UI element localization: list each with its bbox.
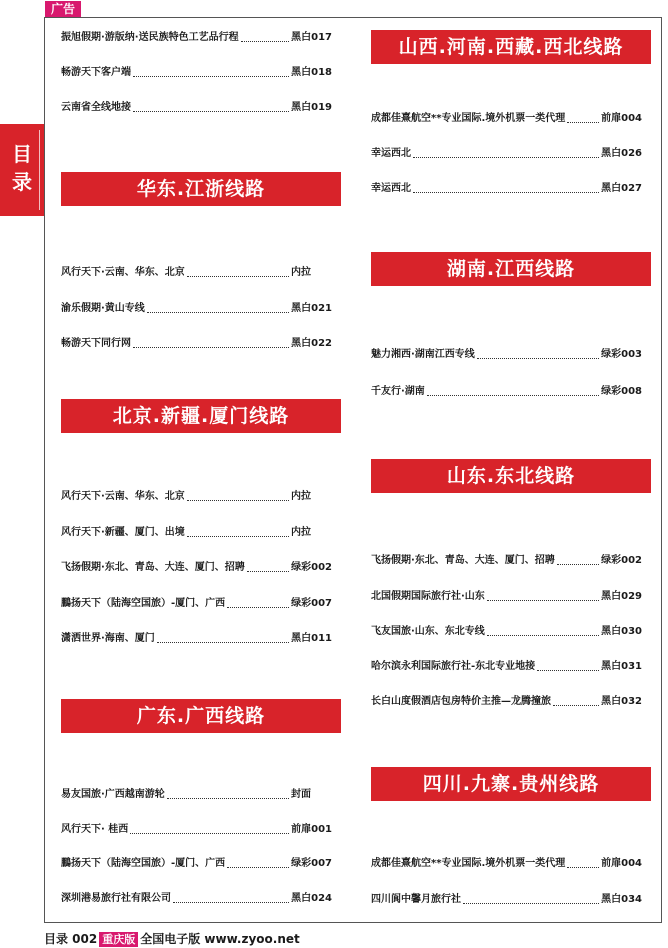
dot-leader [477,358,599,359]
entry-page: 内拉 [291,527,311,538]
entry-page: 绿彩003 [601,349,642,360]
toc-entry[interactable] [61,821,332,839]
toc-entry[interactable] [61,264,311,282]
entry-title: 渝乐假期·黄山专线 [61,303,145,314]
section-heading: 华东.江浙线路 [61,172,341,206]
entry-title: 畅游天下同行网 [61,338,131,349]
entry-page: 前扉004 [601,113,642,124]
dot-leader [557,564,599,565]
entry-title: 风行天下· 桂西 [61,824,129,835]
entry-page: 绿彩008 [601,386,642,397]
toc-entry[interactable] [371,346,642,364]
entry-page: 黑白031 [601,661,642,672]
entry-title: 长白山度假酒店包房特价主推—龙腾撞旅 [371,696,551,707]
section-heading: 北京.新疆.厦门线路 [61,399,341,433]
dot-leader [133,347,289,348]
dot-leader [463,903,599,904]
toc-entry[interactable] [371,693,642,711]
dot-leader [157,642,289,643]
entry-page: 黑白021 [291,303,332,314]
dot-leader [173,902,289,903]
entry-title: 飞扬假期·东北、青岛、大连、厦门、招聘 [61,562,245,573]
dot-leader [133,111,289,112]
entry-page: 黑白018 [291,67,332,78]
entry-title: 振旭假期·游版纳·送民族特色工艺品行程 [61,32,239,43]
dot-leader [147,312,289,313]
toc-entry[interactable] [371,180,642,198]
toc-entry[interactable] [371,855,642,873]
dot-leader [227,867,289,868]
dot-leader [167,798,289,799]
dot-leader [567,122,599,123]
entry-title: 飞扬假期·东北、青岛、大连、厦门、招聘 [371,555,555,566]
entry-page: 绿彩007 [291,598,332,609]
tab-char: 目 [12,142,32,166]
footer-page-label: 目录 002 [44,932,98,946]
entry-title: 魅力湘西·湖南江西专线 [371,349,475,360]
entry-title: 成都佳熹航空**专业国际.境外机票一类代理 [371,113,566,124]
entry-page: 黑白024 [291,893,332,904]
entry-title: 四川阆中馨月旅行社 [371,894,461,905]
entry-page: 黑白027 [601,183,642,194]
toc-entry[interactable] [371,383,642,401]
entry-page: 黑白029 [601,591,642,602]
toc-entry[interactable] [61,630,332,648]
dot-leader [413,157,599,158]
entry-page: 黑白019 [291,102,332,113]
toc-entry[interactable] [371,658,642,676]
entry-title: 鵬扬天下（陆海空国旅）-厦门、广西 [61,858,226,869]
entry-title: 幸运西北 [371,148,411,159]
toc-entry[interactable] [61,99,332,117]
ad-label: 广告 [45,1,81,18]
dot-leader [567,867,599,868]
entry-page: 绿彩002 [601,555,642,566]
dot-leader [187,500,289,501]
entry-page: 内拉 [291,267,311,278]
dot-leader [227,607,289,608]
toc-entry[interactable] [371,623,642,641]
edition-badge: 重庆版 [99,932,138,947]
dot-leader [427,395,599,396]
toc-entry[interactable] [61,595,332,613]
section-heading: 湖南.江西线路 [371,252,651,286]
section-heading: 山东.东北线路 [371,459,651,493]
toc-entry[interactable] [61,335,332,353]
entry-title: 成都佳熹航空**专业国际.境外机票一类代理 [371,858,566,869]
toc-entry[interactable] [61,29,332,47]
dot-leader [413,192,599,193]
toc-entry[interactable] [61,559,332,577]
dot-leader [553,705,599,706]
entry-title: 鵬扬天下（陆海空国旅）-厦门、广西 [61,598,226,609]
footer-site: 全国电子版 www.zyoo.net [140,932,300,946]
dot-leader [133,76,289,77]
tab-char: 录 [12,170,32,194]
entry-page: 前扉001 [291,824,332,835]
dot-leader [537,670,599,671]
section-heading: 山西.河南.西藏.西北线路 [371,30,651,64]
entry-page: 黑白011 [291,633,332,644]
entry-page: 封面 [291,789,311,800]
page-footer [44,930,300,948]
entry-title: 风行天下·新疆、厦门、出境 [61,527,185,538]
section-heading: 四川.九寨.贵州线路 [371,767,651,801]
entry-page: 黑白026 [601,148,642,159]
toc-entry[interactable] [371,552,642,570]
entry-title: 千友行·湖南 [371,386,425,397]
toc-entry[interactable] [61,488,311,506]
table-of-contents-tab [0,124,44,216]
dot-leader [130,833,289,834]
entry-page: 绿彩002 [291,562,332,573]
entry-title: 云南省全线地接 [61,102,131,113]
section-heading: 广东.广西线路 [61,699,341,733]
entry-page: 内拉 [291,491,311,502]
dot-leader [487,600,599,601]
dot-leader [187,536,289,537]
entry-title: 北国假期国际旅行社·山东 [371,591,485,602]
entry-title: 易友国旅·广西越南游轮 [61,789,165,800]
entry-title: 深圳港易旅行社有限公司 [61,893,171,904]
entry-page: 黑白030 [601,626,642,637]
entry-page: 黑白032 [601,696,642,707]
toc-entry[interactable] [61,855,332,873]
toc-entry[interactable] [371,891,642,909]
entry-title: 潇洒世界·海南、厦门 [61,633,155,644]
toc-entry[interactable] [61,524,311,542]
toc-entry[interactable] [61,890,332,908]
entry-page: 前扉004 [601,858,642,869]
toc-entry[interactable] [371,110,642,128]
entry-title: 哈尔滨永利国际旅行社-东北专业地接 [371,661,536,672]
entry-title: 风行天下·云南、华东、北京 [61,491,185,502]
dot-leader [187,276,289,277]
toc-entry[interactable] [61,64,332,82]
dot-leader [487,635,599,636]
entry-title: 幸运西北 [371,183,411,194]
toc-entry[interactable] [61,786,311,804]
entry-title: 畅游天下客户端 [61,67,131,78]
entry-page: 绿彩007 [291,858,332,869]
toc-entry[interactable] [371,145,642,163]
dot-leader [247,571,289,572]
entry-title: 飞友国旅·山东、东北专线 [371,626,485,637]
toc-entry[interactable] [371,588,642,606]
entry-page: 黑白017 [291,32,332,43]
entry-page: 黑白034 [601,894,642,905]
entry-page: 黑白022 [291,338,332,349]
dot-leader [241,41,290,42]
entry-title: 风行天下·云南、华东、北京 [61,267,185,278]
toc-entry[interactable] [61,300,332,318]
